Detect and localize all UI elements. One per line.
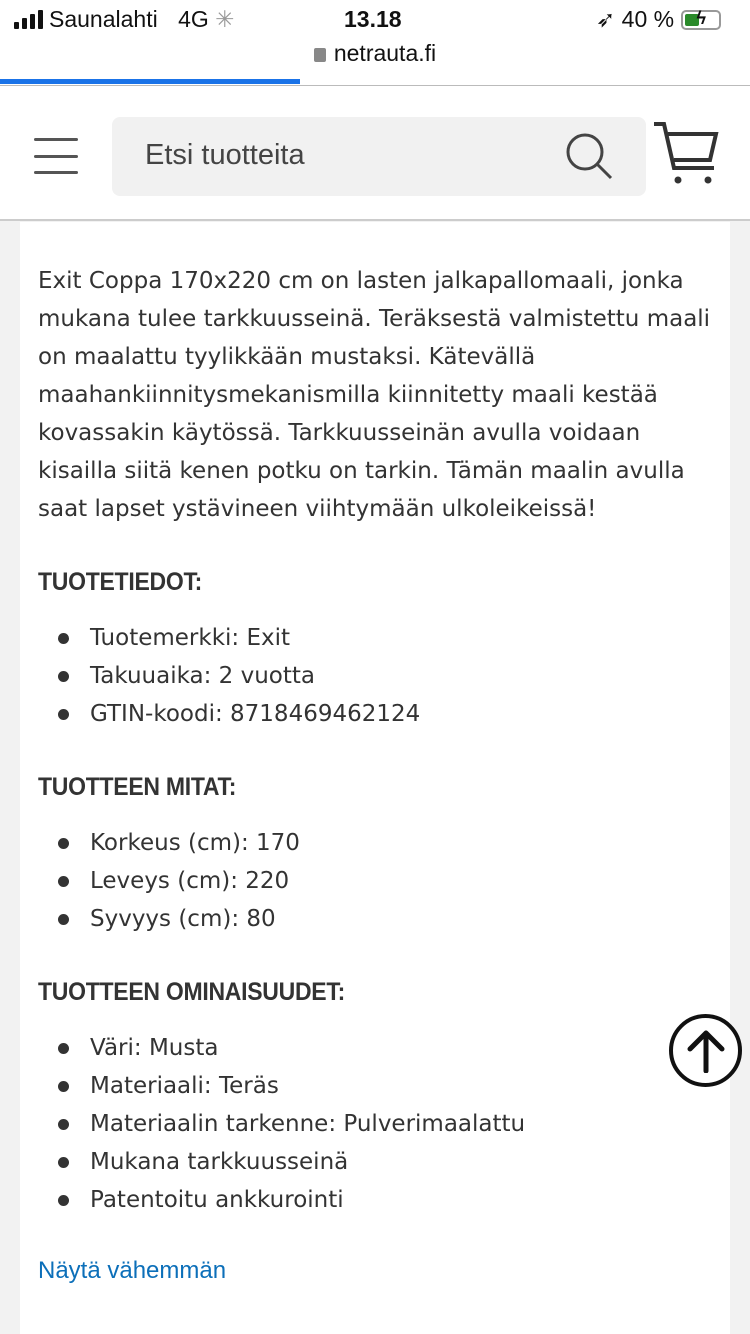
list-item: Patentoitu ankkurointi [38, 1181, 712, 1219]
list-item: Mukana tarkkuusseinä [38, 1143, 712, 1181]
battery-area [596, 6, 721, 33]
signal-icon [14, 10, 43, 29]
network-type: 4G [178, 6, 209, 32]
clock: 13.18 [344, 6, 402, 32]
search-input[interactable] [112, 117, 646, 196]
section-title-features: TUOTTEEN OMINAISUUDET: [38, 978, 345, 1006]
arrow-up-icon [686, 1029, 726, 1073]
product-description-card [20, 222, 730, 1334]
status-bar [0, 0, 750, 86]
search-placeholder: Etsi tuotteita [145, 139, 305, 171]
list-item: Korkeus (cm): 170 [38, 824, 712, 862]
address-bar[interactable] [0, 40, 750, 67]
site-header [0, 86, 750, 221]
location-arrow-icon: ➶ [596, 6, 616, 32]
list-item: Takuuaika: 2 vuotta [38, 657, 712, 695]
search-icon[interactable] [564, 131, 616, 183]
scroll-to-top-button[interactable] [669, 1014, 742, 1087]
section-title-dimensions: TUOTTEEN MITAT: [38, 773, 237, 801]
carrier-name: Saunalahti [49, 6, 158, 32]
cart-icon[interactable] [652, 120, 722, 186]
lock-icon [314, 48, 326, 62]
list-item: Materiaali: Teräs [38, 1067, 712, 1105]
list-item: Leveys (cm): 220 [38, 862, 712, 900]
dimensions-list [38, 824, 712, 938]
carrier [14, 6, 234, 33]
page-load-progress [0, 79, 300, 84]
loading-spinner-icon: ✳ [215, 6, 235, 32]
list-item: Tuotemerkki: Exit [38, 619, 712, 657]
battery-percent: 40 % [621, 6, 675, 32]
list-item: GTIN-koodi: 8718469462124 [38, 695, 712, 733]
hamburger-menu-icon[interactable] [34, 138, 78, 174]
url-text: netrauta.fi [333, 40, 437, 66]
product-info-list [38, 619, 712, 733]
show-less-link[interactable]: Näytä vähemmän [38, 1257, 227, 1284]
features-list [38, 1029, 712, 1219]
battery-charging-icon: ϟ [681, 10, 721, 30]
list-item: Materiaalin tarkenne: Pulverimaalattu [38, 1105, 712, 1143]
product-description: Exit Coppa 170x220 cm on lasten jalkapallomaali, jonka mukana tulee tarkkuusseinä. Teräksestä valmistettu maali on maalattu tyylikkään mustaksi. Kätevällä maahankiinnitysmekanismilla kiinnitetty maali kestää kovassakin käytössä. Tarkkuusseinän avulla voidaan kisailla siitä kenen potku on tarkin. Tämän maalin avulla saat lapset ystävineen viihtymään ulkoleikeissä! [38, 268, 711, 522]
list-item: Väri: Musta [38, 1029, 712, 1067]
list-item: Syvyys (cm): 80 [38, 900, 712, 938]
section-title-product-info: TUOTETIEDOT: [38, 568, 203, 596]
